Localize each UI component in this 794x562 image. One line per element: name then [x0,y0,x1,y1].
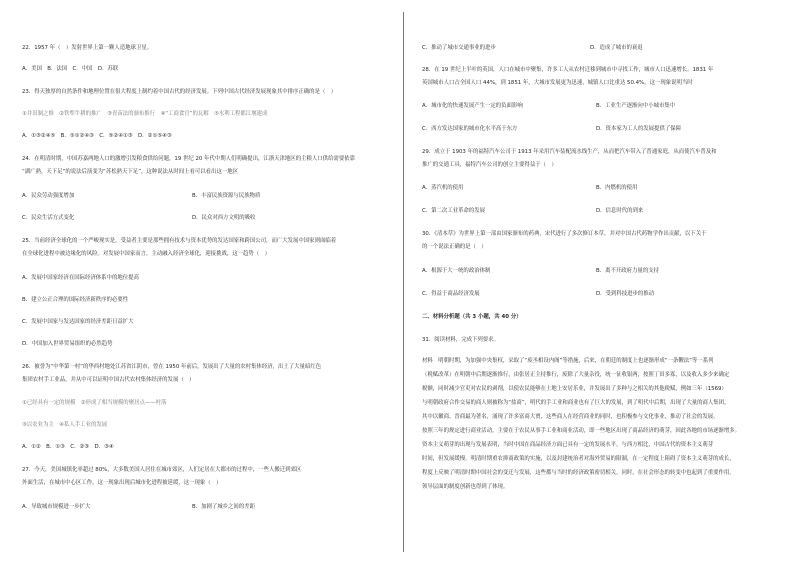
q24-option-c: C．民众生活方式变化 [22,215,75,221]
q25-option-c: C．发展中国家与发达国家的经济差距日益扩大 [22,319,134,325]
q26-items-1: ①已经具有一定的规模 ②形成了相当规模的聚居点——村落 [22,400,167,406]
q27-option-b: B．加剧了城乡之间的差距 [192,504,255,510]
q30-option-b: B．离不开政府力量的支持 [596,268,659,274]
q24-stem-2: “湖广熟，天下足”的说法后演变为“苏松熟天下足”，这种说法从时间上看可以看出这一地区 [22,169,239,175]
q25-stem-1: 25．当前经济全球化的一个严峻现实是，受益者主要是那些拥有技术与资本优势的发达国家和跨国公司，而广大发展中国家则面临着 [22,238,337,244]
q25-stem-2: 在全球化进程中被边缘化的风险。对发展中国家而言，主动融入经济全球化，迎接挑战，这一趋势（ ） [22,251,270,257]
q27-stem-1: 27．今天，美国城镇化率超过 80%，大多数美国人居住在城市郊区，人们定居在大都市的过程中，一些人搬迁到郊区 [22,467,302,473]
q26-stem-1: 26．被誉为“中华第一村”的华西村地处江苏省江阴市，曾在 1950 年前后，发展出了大量的农村集体经济，出土了大量暗红色 [22,364,322,370]
q31-material-line: 材料 明朝时期，为加强中央集权，采取了“废丞相设内阁”等措施，后来，在朝廷的制度上也逐渐形成“一条鞭法”等一系列 [422,358,714,364]
q31-material-line: 按照三年的规定进行商业活动，主要在于农民从事手工业和商业活动，即一些地区出现了商品经济的萌芽，因此各地的市场逐渐增多。 [422,428,741,434]
q22-options: A．美国 B．法国 C．中国 D．苏联 [22,66,119,72]
q23-options: A．①③②④⑤ B．⑤①②④③ C．⑤②④①③ D．②①⑤④③ [22,133,172,139]
q24-option-d: D．民众对西方文明的吸收 [192,215,256,221]
q28-stem-2: 英国城市人口占全国人口 44%，到 1851 年，大城市发展更为迅速，城镇人口比重达 50.4%，这一现象说明当时 [422,80,693,86]
q28-option-a: A．城市化的快速发展产生一定的负面影响 [422,103,523,109]
q31-material-line: 资本主义萌芽的出现与发展表明，当时中国在商品经济方面已具有一定的发展水平，与西方相比，中国古代的资本主义萌芽 [422,442,714,448]
q23-items: ①井田制之推 ②铁犁牛耕的推广 ③青苗法的颁布推行 ④“工商食官”的瓦解 ⑤水利工程都江堰建成 [22,111,268,117]
q31-material-line: 时间，但发展缓慢。明清时期重农抑商政策的实施，以及封建统治者对海外贸易的限制，在一定程度上阻碍了资本主义萌芽的成长， [422,456,735,462]
q28-option-d: D．资本家为工人的发展提供了保障 [596,126,682,132]
q29-option-c: C．第二次工业革命的发展 [422,208,486,214]
q29-option-a: A．蒸汽机的使用 [422,185,464,191]
q26-stem-2: 集团农村手工业品，并从中可以证明中国古代农村集体经济的发展（ ） [22,377,195,383]
q27-option-c: C．推动了城市交通事业的进步 [422,45,496,51]
q30-stem-1: 30．《清本草》为世界上第一部由国家颁布的药典，宋代进行了多次修订本草，并对中国古代药物学作出贡献，以下关于 [422,231,707,237]
q30-option-c: C．得益于商品经济发展 [422,291,480,297]
q28-option-b: B．工业生产逐渐向中小城市集中 [596,103,676,109]
q27-stem-2: 外面生活，在城市中心区工作，这一现象出现后城市化进程被延缓，这一现象（ ） [22,480,222,486]
q24-stem-1: 24．在明清时期，中国苏嘉两地人口的激增引发粮食供给问题，19 世纪 20 年代中期人们明确提出，江浙天津地区的主粮人口供给需要依靠 [22,156,355,162]
q28-option-c: C．西方发达国家的城市化水平高于东方 [422,126,518,132]
q31-material-line: 程度上反映了明清时期中国社会的变迁与发展，这些都与当时的经济政策密切相关，同时，在社会形态的转变中也起到了重要作用。 [422,470,735,476]
section-heading: 二、材料分析题（共 3 小题，共 40 分） [422,314,522,320]
q26-items-2: ③以农业为主 ④私人手工业的发展 [22,422,108,428]
q31-material-line: 税额，同时减少官吏对农民的剥削，以使农民能够在土地上安居乐业，并发展出了多种与之相关的其他税赋，例如三年（1569） [422,386,727,392]
q25-option-d: D．中国加入世界贸易组织的必然趋势 [22,341,113,347]
q29-stem-2: 推广的交通工具，福特汽车公司的创立主要得益于（ ） [422,162,557,168]
q30-stem-2: 的一个说法正确的是（ ） [422,244,487,250]
q31-material-line: 领导层面的制度创新也得到了体现。 [422,484,509,490]
q26-options: A．①② B．①③ C．②③ D．③④ [22,444,114,450]
q22-stem: 22．1957 年（ ）发射世界上第一颗人造地球卫星。 [22,45,153,51]
column-divider [403,12,404,552]
q31-material-line: （税赋改革）在明朝中后期逐渐推行，由张居正主持推行，废除了大量杂役，统一征收银两，按照丁田多寡，以及收入多少来确定 [422,372,730,378]
q27-option-d: D．造成了城市的衰退 [590,45,643,51]
q30-option-a: A．根源于大一统的政治体制 [422,268,491,274]
q24-option-a: A．民众劳动强度增加 [22,193,75,199]
q23-stem: 23．得天独厚的自然条件和地理位置在很大程度上制约着中国古代的经济发展。下列中国古代经济发展现象其中排序正确的是（ ） [22,89,337,95]
q25-option-a: A．发展中国家经济在国际经济体系中的地位提高 [22,275,139,281]
q29-stem-1: 29．成立于 1903 年的福特汽车公司于 1913 年采用汽车装配流水线生产，从而把汽车带入了普通家庭，从而使汽车普及和 [422,149,717,155]
q29-option-b: B．内燃机的使用 [596,185,638,191]
q30-option-d: D．受到科技进步的推动 [596,291,655,297]
q24-option-b: B．丰富民族资源与民族物质 [192,193,261,199]
q31-material-line: 与明朝政府合作交易的商人则被称为“盐商”，明代的手工业和商业也有了巨大的发展，到了明代中后期，出现了大量的商人集团， [422,400,730,406]
q31-stem: 31．阅读材料，完成下列要求。 [422,337,499,343]
q28-stem-1: 28．在 19 世纪上半叶的英国，人口在城市中聚集，许多工人从农村迁移到城市中寻找工作，城市人口迅速增长。1831 年 [422,67,714,73]
q31-material-line: 其中以徽商、晋商最为著名，涌现了许多富商大贾，这些商人在经营商业的同时，也积极参与文化事业，推动了社会的发展。 [422,414,719,420]
q25-option-b: B．建立公正合理的国际经济新秩序的必要性 [22,297,129,303]
q29-option-d: D．信息时代的到来 [596,208,644,214]
q27-option-a: A．导致城市规模进一步扩大 [22,504,91,510]
